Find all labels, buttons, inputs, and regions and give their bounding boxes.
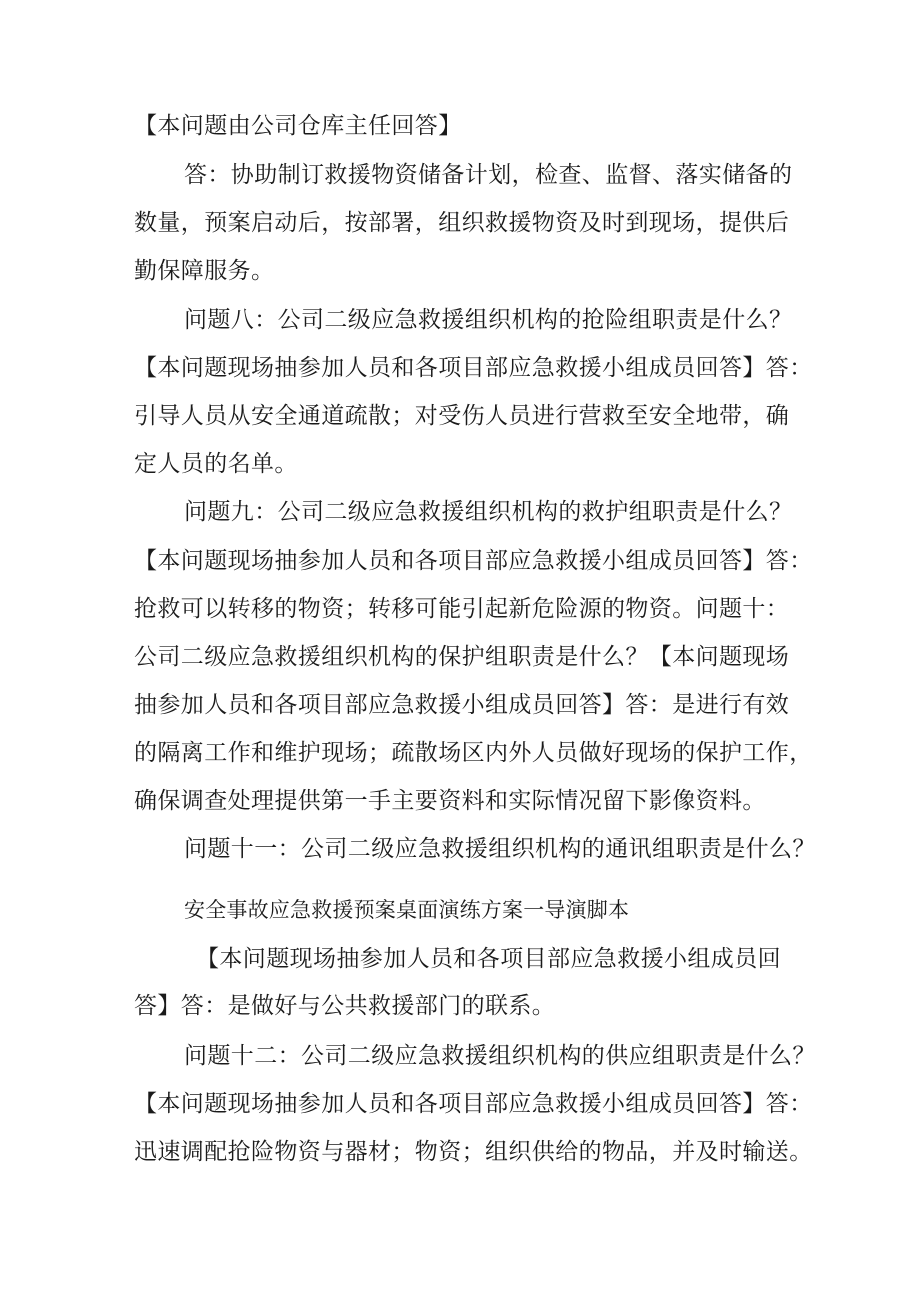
text-line: 抽参加人员和各项目部应急救援小组成员回答】答：是进行有效 xyxy=(134,692,790,718)
text-line: 抢救可以转移的物资；转移可能引起新危险源的物资。问题十： xyxy=(134,596,790,622)
text-line: 答】答：是做好与公共救援部门的联系。 xyxy=(134,993,556,1019)
text-line: 引导人员从安全通道疏散；对受伤人员进行营救至安全地带，确 xyxy=(134,403,790,429)
text-line: 定人员的名单。 xyxy=(134,451,298,477)
text-line: 【本问题现场抽参加人员和各项目部应急救援小组成员回答】答： xyxy=(134,1091,813,1117)
text-line: 公司二级应急救援组织机构的保护组职责是什么？【本问题现场 xyxy=(134,644,790,670)
text-line: 迅速调配抢险物资与器材；物资；组织供给的物品，并及时输送。 xyxy=(134,1139,813,1165)
text-line: 【本问题现场抽参加人员和各项目部应急救援小组成员回 xyxy=(196,946,781,972)
text-line: 【本问题现场抽参加人员和各项目部应急救援小组成员回答】答： xyxy=(134,355,813,381)
question-heading: 问题十一：公司二级应急救援组织机构的通讯组职责是什么？ xyxy=(184,836,816,862)
text-line: 答：协助制订救援物资储备计划，检查、监督、落实储备的 xyxy=(184,162,793,188)
text-line: 确保调查处理提供第一手主要资料和实际情况留下影像资料。 xyxy=(134,788,766,814)
question-heading: 问题八：公司二级应急救援组织机构的抢险组职责是什么？ xyxy=(184,307,793,333)
section-title: 安全事故应急救援预案桌面演练方案一导演脚本 xyxy=(184,898,630,922)
text-line: 的隔离工作和维护现场；疏散场区内外人员做好现场的保护工作， xyxy=(134,740,813,766)
text-line: 数量，预案启动后，按部署，组织救援物资及时到现场，提供后 xyxy=(134,210,790,236)
text-line: 【本问题由公司仓库主任回答】 xyxy=(134,113,462,139)
question-heading: 问题十二：公司二级应急救援组织机构的供应组职责是什么？ xyxy=(184,1043,816,1069)
text-line: 勤保障服务。 xyxy=(134,258,275,284)
question-heading: 问题九：公司二级应急救援组织机构的救护组职责是什么？ xyxy=(184,499,793,525)
text-line: 【本问题现场抽参加人员和各项目部应急救援小组成员回答】答： xyxy=(134,548,813,574)
